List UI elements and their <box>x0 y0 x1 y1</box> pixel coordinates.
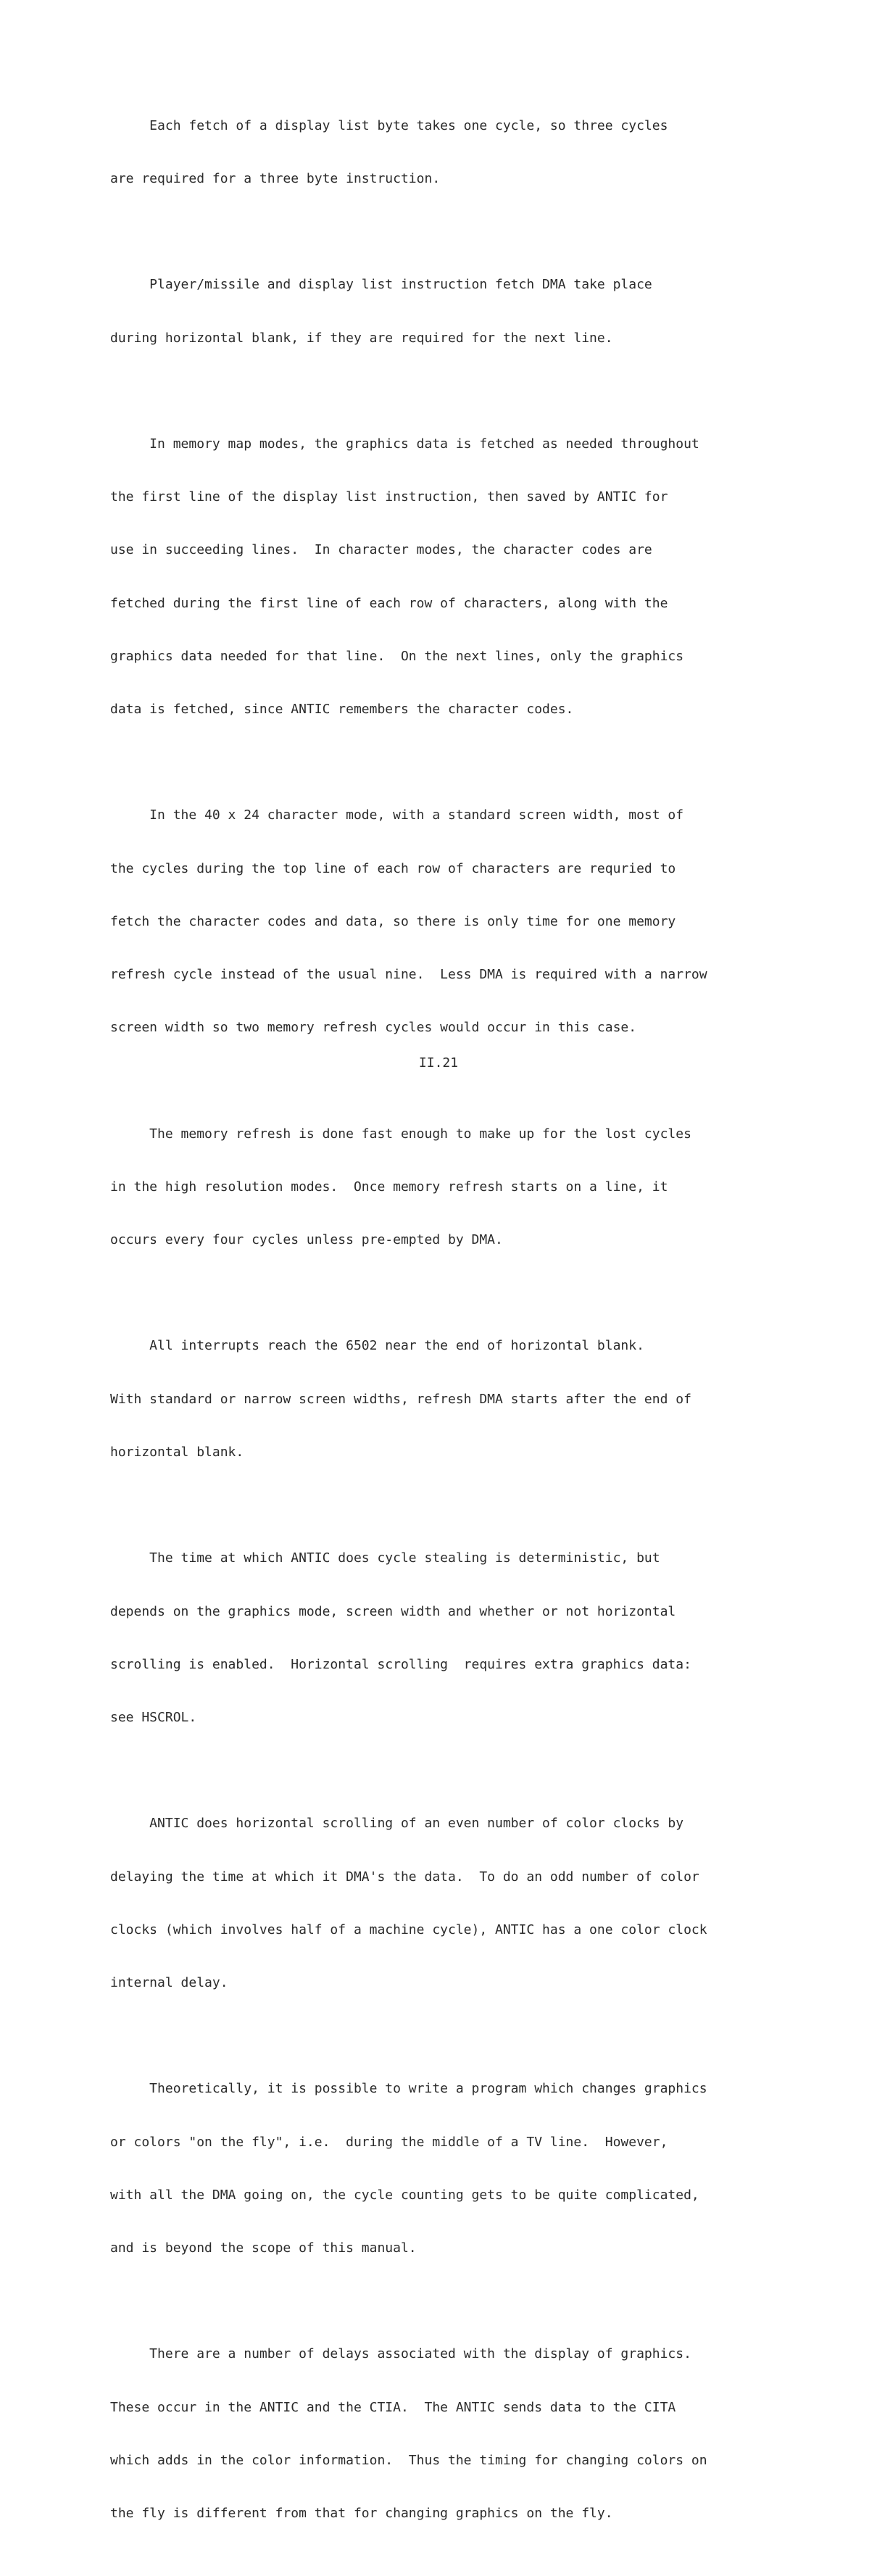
text-line: fetched during the first line of each row of characters, along with the <box>110 595 668 611</box>
paragraph-1 <box>110 82 777 223</box>
text-line: occurs every four cycles unless pre-empted by DMA. <box>110 1232 503 1248</box>
text-line: These occur in the ANTIC and the CTIA. The ANTIC sends data to the CITA <box>110 2399 676 2415</box>
text-line: clocks (which involves half of a machine cycle), ANTIC has a one color clock <box>110 1921 707 1937</box>
text-line: The memory refresh is done fast enough to make up for the lost cycles <box>110 1126 691 1142</box>
text-line: ANTIC does horizontal scrolling of an even number of color clocks by <box>110 1816 684 1832</box>
text-line: With standard or narrow screen widths, refresh DMA starts after the end of <box>110 1391 691 1407</box>
text-line: In the 40 x 24 character mode, with a standard screen width, most of <box>110 807 684 823</box>
text-line: refresh cycle instead of the usual nine. Less DMA is required with a narrow <box>110 967 707 983</box>
text-line: the fly is different from that for changing graphics on the fly. <box>110 2505 613 2521</box>
text-line: horizontal blank. <box>110 1444 244 1460</box>
paragraph-10 <box>110 2311 777 2559</box>
text-line: internal delay. <box>110 1974 228 1990</box>
text-line: data is fetched, since ANTIC remembers the character codes. <box>110 702 574 718</box>
text-line: delaying the time at which it DMA's the data. To do an odd number of color <box>110 1869 699 1885</box>
page-number: II.21 <box>418 1055 459 1071</box>
paragraph-7 <box>110 1514 777 1762</box>
text-line: see HSCROL. <box>110 1709 197 1725</box>
text-line: All interrupts reach the 6502 near the end of horizontal blank. <box>110 1338 644 1354</box>
text-line: depends on the graphics mode, screen width and whether or not horizontal <box>110 1603 676 1619</box>
document-body <box>110 82 777 2576</box>
text-line: during horizontal blank, if they are required for the next line. <box>110 330 613 346</box>
text-line: scrolling is enabled. Horizontal scrolling requires extra graphics data: <box>110 1656 691 1672</box>
paragraph-3 <box>110 400 777 754</box>
paragraph-4 <box>110 772 777 1073</box>
text-line: Player/missile and display list instruction fetch DMA take place <box>110 277 652 293</box>
text-line: and is beyond the scope of this manual. <box>110 2240 417 2256</box>
text-line: There are a number of delays associated with the display of graphics. <box>110 2346 691 2362</box>
paragraph-2 <box>110 241 777 383</box>
text-line: the cycles during the top line of each row of characters are requried to <box>110 860 676 876</box>
paragraph-6 <box>110 1302 777 1497</box>
text-line: Each fetch of a display list byte takes one cycle, so three cycles <box>110 117 668 133</box>
text-line: with all the DMA going on, the cycle counting gets to be quite complicated, <box>110 2187 699 2203</box>
text-line: which adds in the color information. Thus the timing for changing colors on <box>110 2452 707 2468</box>
text-line: are required for a three byte instruction. <box>110 171 441 187</box>
text-line: use in succeeding lines. In character modes, the character codes are <box>110 542 652 558</box>
paragraph-8 <box>110 1780 777 2028</box>
text-line: graphics data needed for that line. On the next lines, only the graphics <box>110 648 684 664</box>
text-line: In memory map modes, the graphics data is fetched as needed throughout <box>110 436 699 452</box>
text-line: in the high resolution modes. Once memory refresh starts on a line, it <box>110 1179 668 1194</box>
text-line: The time at which ANTIC does cycle stealing is deterministic, but <box>110 1550 660 1566</box>
paragraph-9 <box>110 2045 777 2293</box>
text-line: Theoretically, it is possible to write a program which changes graphics <box>110 2081 707 2097</box>
paragraph-5 <box>110 1090 777 1284</box>
text-line: or colors "on the fly", i.e. during the middle of a TV line. However, <box>110 2134 668 2150</box>
text-line: fetch the character codes and data, so there is only time for one memory <box>110 913 676 929</box>
text-line: the first line of the display list instruction, then saved by ANTIC for <box>110 489 668 505</box>
text-line: screen width so two memory refresh cycles would occur in this case. <box>110 1020 637 1036</box>
